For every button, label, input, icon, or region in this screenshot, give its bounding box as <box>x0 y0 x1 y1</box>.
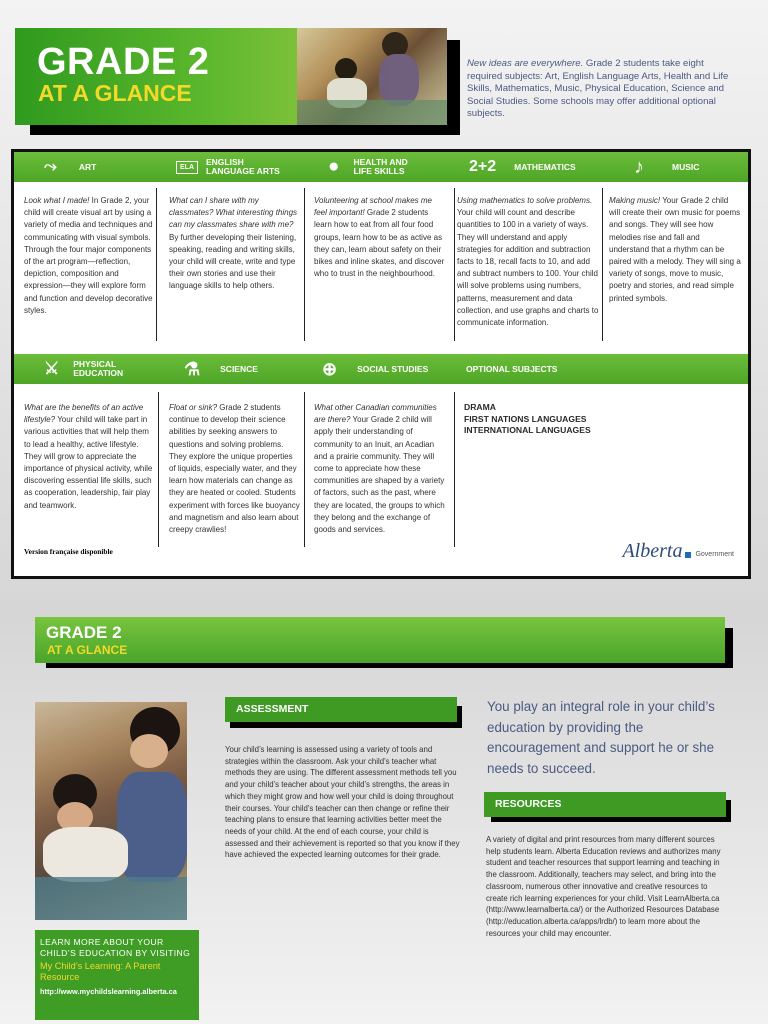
resources-text: A variety of digital and print resources from many different sources help students learn. Alberta Education reviews and authorizes many student and teacher resources that support learning and teaching in the classroom. Additionally, teachers may select, and bring into the classroom, numerous other innovative and creative resources to create rich learning experiences for your child. Visit LearnAlberta.ca (http://www.learnalberta.ca/) or the Authorized Resources Database (http://education.alberta.ca/apps/lrdb/) to learn more about the resources your child may encounter. <box>486 835 721 938</box>
intro-body: Grade 2 students take eight required subjects: Art, English Language Arts, Health and Life Skills, Mathematics, Music, Physical Education, Science and Social Studies. Some schools may offer additional optional subjects. <box>467 58 729 119</box>
subject-label: MATHEMATICS <box>514 161 576 172</box>
subject-label: HEALTH AND LIFE SKILLS <box>353 157 408 176</box>
subject-body: By further developing their listening, speaking, reading and writing skills, your child will create, write and type their own stories and use their language skills to help others. <box>169 232 297 291</box>
banner2-title: GRADE 2 <box>46 623 122 642</box>
subject-header-optional <box>466 354 557 384</box>
subject-label: SCIENCE <box>220 363 258 374</box>
subject-text-math <box>457 195 601 329</box>
assessment-heading: ASSESSMENT <box>225 697 457 722</box>
grade-banner <box>15 28 447 125</box>
subject-header-social <box>322 354 428 384</box>
banner-title: GRADE 2 <box>37 41 210 83</box>
subject-lead: Using mathematics to solve problems. <box>457 196 593 205</box>
intro-text <box>467 58 737 121</box>
subject-lead: What other Canadian communities are there? <box>314 403 437 425</box>
subject-body: In Grade 2, your child will create visual art by using a variety of media and techniques and communicating with visual symbols. Through the four major components of the art program—reflection, depiction, composition and expression—they will explore form and function and develop decorative styles. <box>24 196 153 315</box>
subject-header-art <box>44 152 96 182</box>
column-divider <box>304 188 305 341</box>
brush-icon: ⤳ <box>44 158 57 175</box>
runner-icon: ⚔ <box>44 359 60 378</box>
two-plus-two-icon: 2+2 <box>469 158 497 175</box>
subject-label: MUSIC <box>672 161 700 172</box>
subject-body: Grade 2 students continue to develop their science abilities by seeking answers to questions and solving problems. They explore the unique properties of liquids, especially water, and they learn how materials can change as they are heated or cooled. Students experiment with forces like buoyancy and magnetism and also learn about creepy crawlies! <box>169 403 300 535</box>
subject-lead: What are the benefits of an active lifestyle? <box>24 403 144 425</box>
subject-lead: Float or sink? <box>169 403 218 412</box>
subject-lead: Volunteering at school makes me feel important! <box>314 196 432 218</box>
alberta-government-logo <box>622 540 734 563</box>
optional-subject-item: FIRST NATIONS LANGUAGES <box>464 413 587 424</box>
parent-role-callout: You play an integral role in your child’s education by providing the encouragement and support he or she needs to succeed. <box>487 699 715 776</box>
learn-more-title: LEARN MORE ABOUT YOUR CHILD’S EDUCATION BY VISITING <box>40 937 191 958</box>
parent-resource-url[interactable]: http://www.mychildslearning.alberta.ca <box>40 987 177 996</box>
column-divider <box>454 188 455 341</box>
column-divider <box>304 392 305 547</box>
subject-header-science <box>184 354 258 384</box>
banner-photo <box>297 28 447 125</box>
subject-lead: Look what I made! <box>24 196 90 205</box>
subject-text-health <box>314 195 446 280</box>
french-version-note: Version française disponible <box>24 547 113 556</box>
column-divider <box>454 392 455 547</box>
subject-lead: Making music! <box>609 196 661 205</box>
optional-subject-item: INTERNATIONAL LANGUAGES <box>464 425 591 435</box>
subject-body: Your Grade 2 child will apply their understanding of community to an Inuit, an Acadian and a prairie community. They will come to appreciate how these communities are shaped by a variety of factors, such as the past, where they are located, the groups to which they belong and the exchange of goods and services. <box>314 415 445 535</box>
subject-header-music <box>634 152 699 182</box>
subjects-panel <box>11 149 751 579</box>
music-note-icon: ♪ <box>634 155 644 178</box>
subject-lead: What can I share with my classmates? What interesting things can my classmates share with me? <box>169 196 298 230</box>
children-reading-photo <box>35 702 187 920</box>
subject-body: Your child will count and describe quantities to 100 in a variety of ways. They will understand and apply strategies for addition and subtraction facts to 18, recall facts to 10, and add and subtract numbers to 100. Your child will solve problems using numbers, patterns, measurement and data collection, and use graphs and charts to communicate information. <box>457 208 599 328</box>
subject-body: Grade 2 students learn how to eat from all four food groups, learn how to be as active as they can, learn about safety on their bikes and inline skates, and discover who to trust in the neighbourhood. <box>314 208 445 279</box>
banner-subtitle: AT A GLANCE <box>38 80 192 106</box>
subject-label: PHYSICAL EDUCATION <box>73 359 124 378</box>
beaker-icon: ⚗ <box>184 358 201 379</box>
alberta-square-icon <box>685 552 691 558</box>
subject-text-science <box>169 402 301 536</box>
subject-header-ela <box>176 152 291 182</box>
government-label: Government <box>695 551 734 558</box>
subject-header-health <box>328 152 423 182</box>
subject-label: ENGLISH LANGUAGE ARTS <box>206 157 280 176</box>
subject-body: Your Grade 2 child will create their own music for poems and songs. They will see how melodies rise and fall and understand that a rhythm can be paired with a melody. They will sing a variety of songs, move to music, poetry and stories, and read simple printed symbols. <box>609 196 741 303</box>
subject-header-math <box>469 152 576 182</box>
subject-body: Your child will take part in various activities that will help them to lead a healthy, active lifestyle. They will grow to appreciate the importance of physical activity, while discovering essential life skills, such as cooperation, leadership, fair play and teamwork. <box>24 415 153 510</box>
subject-label: SOCIAL STUDIES <box>357 363 429 374</box>
column-divider <box>602 188 603 341</box>
subject-text-ela <box>169 195 301 293</box>
grade-banner-2 <box>35 617 725 663</box>
parent-resource-link[interactable]: My Child’s Learning: A Parent Resource <box>40 961 161 982</box>
subject-text-music <box>609 195 741 305</box>
resources-heading: RESOURCES <box>484 792 726 817</box>
optional-subjects-list <box>464 402 591 437</box>
column-divider <box>156 188 157 341</box>
subject-label: OPTIONAL SUBJECTS <box>466 363 558 374</box>
subject-header-pe <box>44 354 143 384</box>
alberta-wordmark: Alberta <box>622 540 683 562</box>
subject-text-pe <box>24 402 156 512</box>
banner2-subtitle: AT A GLANCE <box>47 643 128 657</box>
column-divider <box>158 392 159 547</box>
learn-more-box <box>35 930 199 1020</box>
apple-icon: ● <box>328 156 340 177</box>
subject-label: ART <box>78 161 97 172</box>
subject-text-social <box>314 402 446 536</box>
optional-subject-item: DRAMA <box>464 402 496 412</box>
globe-icon: ⊕ <box>322 358 338 379</box>
assessment-text: Your child’s learning is assessed using a variety of tools and strategies within the classroom. Ask your child’s teacher what methods they are using. The different assessment methods tell you and your child’s teacher about your child’s strengths, the areas in which they might grow and how well your child is doing throughout their courses. Your child’s teacher can then change or refine their teaching plans to ensure that learning activities better meet the needs of your child. At the end of each course, your child is assessed and their achievement is reported so that you know if they have achieved the expected learning outcomes for their grade. <box>225 745 460 860</box>
ela-book-icon: ELA <box>176 161 198 174</box>
subject-text-art <box>24 195 156 317</box>
intro-lead: New ideas are everywhere. <box>467 58 584 69</box>
